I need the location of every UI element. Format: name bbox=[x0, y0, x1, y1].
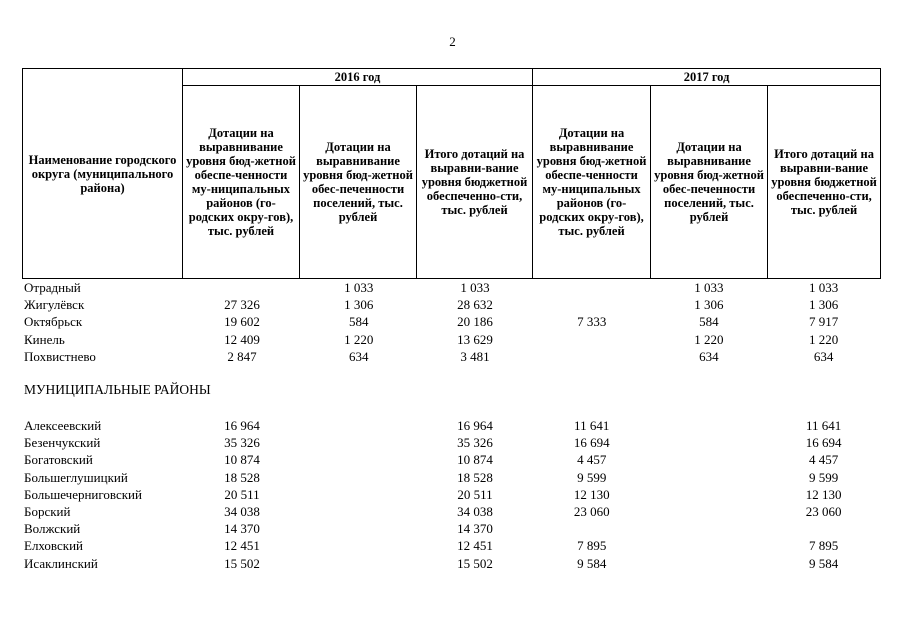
row-value: 14 370 bbox=[224, 521, 260, 537]
row-value bbox=[300, 503, 417, 520]
urban-rows bbox=[22, 279, 880, 365]
row-value bbox=[533, 279, 651, 296]
row-value bbox=[300, 451, 417, 468]
row-value: 15 502 bbox=[457, 555, 493, 571]
row-value: 16 694 bbox=[573, 435, 610, 451]
row-name: Жигулёвск bbox=[24, 297, 85, 313]
row-value: 7 333 bbox=[577, 314, 607, 330]
row-value bbox=[533, 348, 651, 365]
row-name: Волжский bbox=[24, 521, 81, 537]
row-name: Безенчукский bbox=[24, 435, 101, 451]
row-name: Исаклинский bbox=[24, 555, 98, 571]
row-value: 10 874 bbox=[457, 452, 493, 468]
table-row bbox=[22, 313, 880, 330]
row-value: 9 584 bbox=[809, 555, 839, 571]
header-year-2017: 2017 год bbox=[533, 69, 881, 86]
header-year-2016: 2016 год bbox=[183, 69, 533, 86]
row-value bbox=[651, 537, 768, 554]
row-value: 1 033 bbox=[694, 280, 724, 295]
row-value bbox=[767, 520, 880, 537]
header-2016-subsidy-districts: Дотации на выравнивание уровня бюд-жетной обеспе-ченности му-ниципальных районов (го-родских окру-гов), тыс. рублей bbox=[183, 86, 300, 279]
row-value: 4 457 bbox=[809, 452, 839, 468]
row-value: 28 632 bbox=[457, 297, 493, 313]
row-value bbox=[651, 486, 768, 503]
row-value: 16 964 bbox=[457, 418, 493, 433]
row-value: 35 326 bbox=[457, 435, 493, 451]
row-value: 1 033 bbox=[460, 280, 490, 295]
district-rows bbox=[22, 417, 880, 572]
table-row bbox=[22, 520, 880, 537]
row-value bbox=[300, 469, 417, 486]
row-value: 9 584 bbox=[577, 555, 607, 571]
row-value bbox=[651, 451, 768, 468]
table-row bbox=[22, 331, 880, 348]
header-2017-total: Итого дотаций на выравни-вание уровня бюджетной обеспеченно-сти, тыс. рублей bbox=[768, 86, 881, 279]
row-value: 1 220 bbox=[694, 331, 724, 347]
row-value: 18 528 bbox=[457, 469, 493, 485]
row-value: 1 306 bbox=[694, 297, 724, 313]
row-value: 1 033 bbox=[809, 280, 839, 295]
row-value: 16 964 bbox=[224, 418, 260, 433]
row-name: Богатовский bbox=[24, 452, 93, 468]
row-value: 634 bbox=[699, 348, 719, 364]
row-value: 35 326 bbox=[224, 435, 260, 451]
header-name-column: Наименование городского округа (муниципального района) bbox=[23, 69, 183, 279]
row-value bbox=[533, 331, 651, 348]
table-row bbox=[22, 434, 880, 451]
row-name: Кинель bbox=[24, 331, 65, 347]
row-name: Большечерниговский bbox=[24, 486, 142, 502]
row-value: 7 917 bbox=[809, 314, 839, 330]
row-value: 1 306 bbox=[809, 297, 839, 313]
row-value: 634 bbox=[348, 348, 369, 364]
row-value: 16 694 bbox=[805, 435, 842, 451]
header-2017-subsidy-districts: Дотации на выравнивание уровня бюд-жетной обеспе-ченности му-ниципальных районов (го-родских окру-гов), тыс. рублей bbox=[533, 86, 651, 279]
row-value: 14 370 bbox=[457, 521, 493, 537]
table-row bbox=[22, 486, 880, 503]
row-value: 18 528 bbox=[224, 469, 260, 485]
row-value: 7 895 bbox=[809, 538, 839, 554]
table-row bbox=[22, 348, 880, 365]
row-value bbox=[651, 417, 768, 434]
row-value bbox=[533, 520, 651, 537]
row-value: 12 451 bbox=[224, 538, 260, 554]
row-name: Алексеевский bbox=[24, 418, 102, 433]
row-value bbox=[651, 520, 768, 537]
row-value: 12 451 bbox=[457, 538, 493, 554]
row-value: 19 602 bbox=[224, 314, 260, 330]
row-value: 1 220 bbox=[344, 331, 374, 347]
row-value: 12 409 bbox=[224, 331, 260, 347]
row-value: 10 874 bbox=[224, 452, 260, 468]
row-value: 584 bbox=[348, 314, 369, 330]
row-value: 12 130 bbox=[573, 486, 610, 502]
row-value: 20 511 bbox=[457, 486, 493, 502]
row-name: Борский bbox=[24, 503, 71, 519]
row-value: 7 895 bbox=[577, 538, 607, 554]
row-value bbox=[651, 434, 768, 451]
row-name: Елховский bbox=[24, 538, 83, 554]
table-header bbox=[22, 68, 881, 279]
row-value bbox=[300, 537, 417, 554]
row-value: 634 bbox=[813, 348, 834, 364]
table-row bbox=[22, 417, 880, 434]
table-row bbox=[22, 469, 880, 486]
row-value: 3 481 bbox=[460, 348, 490, 364]
table-row bbox=[22, 537, 880, 554]
row-value: 34 038 bbox=[224, 503, 260, 519]
row-name: Похвистнево bbox=[24, 348, 96, 364]
row-value: 23 060 bbox=[573, 503, 610, 519]
table-row bbox=[22, 555, 880, 572]
row-value bbox=[300, 486, 417, 503]
row-name: Октябрьск bbox=[24, 314, 83, 330]
row-value bbox=[300, 555, 417, 572]
row-value: 34 038 bbox=[457, 503, 493, 519]
row-value bbox=[300, 417, 417, 434]
header-2016-total: Итого дотаций на выравни-вание уровня бюджетной обеспеченно-сти, тыс. рублей bbox=[417, 86, 533, 279]
row-value: 9 599 bbox=[809, 469, 839, 485]
row-value: 4 457 bbox=[577, 452, 607, 468]
row-name: Большеглушицкий bbox=[24, 469, 128, 485]
row-value: 13 629 bbox=[457, 331, 493, 347]
row-value: 1 306 bbox=[344, 297, 374, 313]
row-value: 20 511 bbox=[224, 486, 260, 502]
row-value: 27 326 bbox=[224, 297, 260, 313]
row-value bbox=[184, 279, 301, 296]
table-row bbox=[22, 296, 880, 313]
header-2016-subsidy-settlements: Дотации на выравнивание уровня бюд-жетной обес-печенности поселений, тыс. рублей bbox=[300, 86, 417, 279]
row-value: 23 060 bbox=[805, 503, 842, 519]
row-value bbox=[651, 503, 768, 520]
row-name: Отрадный bbox=[24, 280, 81, 295]
row-value: 2 847 bbox=[227, 348, 257, 364]
row-value: 1 033 bbox=[344, 280, 374, 295]
table-row bbox=[22, 279, 880, 296]
row-value: 12 130 bbox=[805, 486, 842, 502]
row-value: 20 186 bbox=[457, 314, 493, 330]
row-value: 11 641 bbox=[806, 418, 842, 433]
table-row bbox=[22, 503, 880, 520]
page-number: 2 bbox=[449, 34, 456, 49]
table-row bbox=[22, 451, 880, 468]
row-value: 11 641 bbox=[574, 418, 610, 433]
row-value bbox=[300, 520, 417, 537]
row-value: 9 599 bbox=[577, 469, 607, 485]
row-value: 15 502 bbox=[224, 555, 260, 571]
row-value: 1 220 bbox=[809, 331, 839, 347]
section-title: МУНИЦИПАЛЬНЫЕ РАЙОНЫ bbox=[24, 382, 211, 397]
row-value bbox=[533, 296, 651, 313]
row-value: 584 bbox=[699, 314, 719, 330]
header-2017-subsidy-settlements: Дотации на выравнивание уровня бюд-жетной обес-печенности поселений, тыс. рублей bbox=[651, 86, 768, 279]
row-value bbox=[300, 434, 417, 451]
row-value bbox=[651, 555, 768, 572]
row-value bbox=[651, 469, 768, 486]
